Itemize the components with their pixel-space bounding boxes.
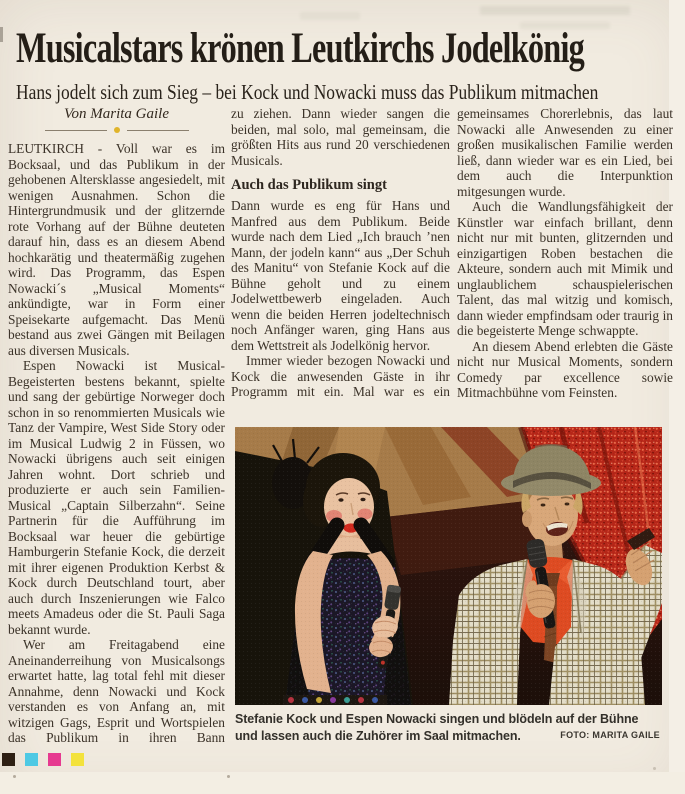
print-bleedthrough [480, 6, 630, 15]
paper-speck [227, 775, 230, 778]
section-subhead: Auch das Publikum singt [231, 177, 387, 193]
text-column-2 [231, 106, 450, 424]
photo-caption [235, 711, 662, 744]
stage-photo [235, 427, 662, 705]
paper-bottom-margin [0, 772, 685, 794]
paper-speck [13, 775, 16, 778]
print-mark-yellow [71, 753, 84, 766]
print-mark-magenta [48, 753, 61, 766]
article-paragraph: An diesem Abend erlebten die Gäste nicht nur Musical Moments, sondern Comedy par excellence sowie Mitmachbühne vom Feinsten. [457, 338, 673, 400]
byline: Von Marita Gaile [64, 106, 169, 122]
article-paragraph: Auch die Wandlungsfähigkeit der Künstler war einfach brillant, denn nicht nur mit bunten, glitzernden und einzigartigen Roben bestachen die Akteure, sondern auch mit Mimik und unglaublichem schauspielerischen Talent, das mal witzig und komisch, dann wieder empfindsam oder traurig in die begeisterte Menge schwappte. [457, 199, 673, 338]
article-subheadline: Hans jodelt sich zum Sieg – bei Kock und Nowacki muss das Publikum mitmachen [16, 80, 599, 104]
divider-line [127, 130, 189, 131]
page-edge-mark [0, 27, 3, 42]
text-column-3 [457, 106, 673, 424]
stage-photo-graphic [235, 427, 662, 705]
article-paragraph: Wer am Freitagabend eine Aneinanderreihung von Musicalsongs erwartet hatte, lag total fehl mit dieser Annahme, denn Nowacki und Kock verstanden es von Anfang an, mit witzigen Gags, Esprit und Wortspielen das Publikum in ihren Bann [8, 637, 225, 745]
article-paragraph: Espen Nowacki ist Musical-Begeisterten bestens bekannt, spielte und sang der gebürtige Norweger doch schon in so renommierten Musicals wie Tanz der Vampire, West Side Story oder im Musical Ludwig 2 in Füssen, wo Nowacki übrigens auch seit einigen Jahren wohnt. Dort schrieb und produzierte er auch sein Familien-Musical „Captain Silberzahn“. Seine Partnerin für die Aufführung im Bocksaal war heuer die gebürtige Hamburgerin Stefanie Kock, die derzeit mit ihrer eigenen Produktion Kerbst & Kock durch Deutschland tourt, aber auch durch Inszenierungen wie Falco meets Amadeus oder die St. Pauli Saga bekannt wurde. [8, 358, 225, 637]
article-paragraph: LEUTKIRCH - Voll war es im Bocksaal, und das Publikum in der gehobenen Altersklasse angesiedelt, mit wenigen Ausnahmen. Schon die Hintergrundmusik und der glitzernde rote Vorhang auf der Bühne deuteten darauf hin, dass es an diesem Abend hochkarätig und theatermäßig zugehen wird. Das Programm, das Espen Nowacki´s „Musical Moments“ ankündigte, war in Form einer Speisekarte aufgemacht. Das Menü bestand aus zwei Gängen mit Beilagen aus diversen Musicals. [8, 141, 225, 358]
article-paragraph: Immer wieder bezogen Nowacki und Kock die anwesenden Gäste in ihr Programm mit ein. Mal war es ein [231, 353, 450, 399]
article-paragraph: zu ziehen. Dann wieder sangen die beiden, mal solo, mal gemeinsam, die größten Hits aus rund 20 verschiedenen Musicals. [231, 106, 450, 168]
byline-dot-icon [114, 127, 120, 133]
text-column-1 [8, 106, 225, 746]
print-registration-marks [2, 753, 84, 766]
article-headline: Musicalstars krönen Leutkirchs Jodelkönig [16, 25, 585, 72]
print-mark-black [2, 753, 15, 766]
photo-credit: FOTO: MARITA GAILE [560, 729, 660, 740]
byline-divider [8, 127, 225, 133]
print-mark-cyan [25, 753, 38, 766]
print-bleedthrough [300, 12, 360, 20]
divider-line [45, 130, 107, 131]
article-paragraph: Dann wurde es eng für Hans und Manfred aus dem Publikum. Beide wurde nach dem Lied „Ich brauch ’nen Mann, der jodeln kann“ aus „Der Schuh des Manitu“ von Stefanie Kock auf die Bühne geholt und zu einem Jodelwettbewerb eingeladen. Auch wenn die beiden Herren jodeltechnisch noch Anfänger waren, ging Hans aus dem Wettstreit als Jodelkönig hervor. [231, 198, 450, 353]
caption-text: Stefanie Kock und Espen Nowacki singen und blödeln auf der Bühne und lassen auch die Zuhörer im Saal mitmachen. [235, 712, 639, 743]
paper-speck [653, 767, 656, 770]
article-paragraph: gemeinsames Chorerlebnis, das laut Nowacki alle Anwesenden zu einer großen musikalischen Familie werden ließ, dann wieder war es ein Lied, bei dem auch die Interpunktion mitgesungen wurde. [457, 106, 673, 199]
